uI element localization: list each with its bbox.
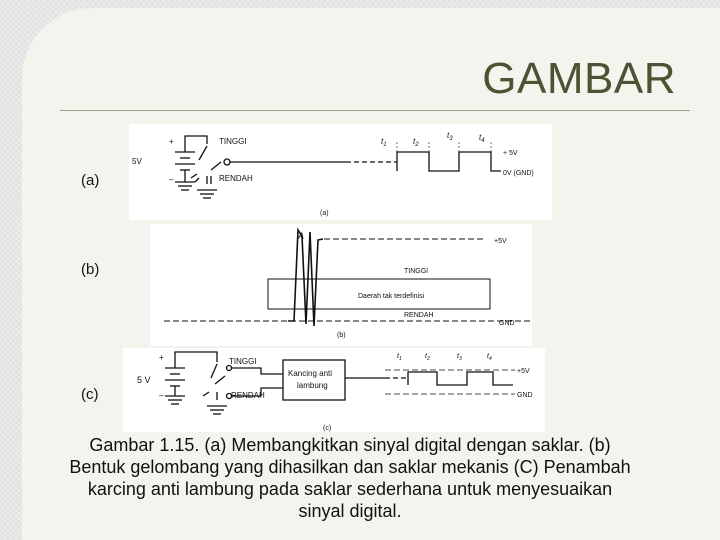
label-b: (b) (81, 261, 100, 278)
figure-b (150, 224, 532, 346)
rendah-label: RENDAH (404, 312, 434, 319)
gnd-label: GND (517, 392, 533, 399)
plus-5v-label: + 5V (503, 150, 518, 157)
t2-label: $t_2$ (425, 353, 430, 362)
voltage-label: 5 V (137, 375, 151, 385)
t2-label: $t_2$ (413, 137, 419, 148)
t3-label: $t_3$ (447, 131, 453, 142)
figure-b-sublabel: (b) (337, 332, 346, 339)
minus-sign: – (159, 391, 164, 400)
t3-label: $t_3$ (457, 353, 462, 362)
rendah-label: RENDAH (231, 391, 265, 400)
plus-5v-label: +5V (517, 368, 530, 375)
plus-sign: + (169, 137, 174, 146)
rendah-label: RENDAH (219, 174, 253, 183)
tinggi-label: TINGGI (229, 357, 257, 366)
title-divider (60, 110, 690, 111)
figure-c (123, 348, 545, 432)
minus-sign: – (169, 175, 174, 184)
figure-a-sublabel: (a) (320, 210, 329, 217)
t1-label: $t_1$ (381, 137, 387, 148)
t4-label: $t_4$ (487, 353, 492, 362)
plus-5v-label: +5V (494, 238, 507, 245)
figure-c-sublabel: (c) (323, 425, 332, 432)
voltage-label: 5V (132, 157, 142, 166)
figure-caption: Gambar 1.15. (a) Membangkitkan sinyal digital dengan saklar. (b) Bentuk gelombang yang dihasilkan dan saklar mekanis (C) Penambah karcing anti lambung pada saklar sederhana untuk menyesuaikan sinyal digital. (69, 435, 631, 521)
label-c: (c) (81, 386, 99, 403)
tinggi-label: TINGGI (219, 137, 247, 146)
figure-a (129, 124, 552, 220)
gnd-label: GND (499, 320, 515, 327)
label-a: (a) (81, 172, 100, 189)
zero-volt-label: 0V (GND) (503, 170, 534, 177)
t1-label: $t_1$ (397, 353, 402, 362)
t4-label: $t_4$ (479, 133, 485, 144)
point-a-label: A (298, 231, 305, 241)
tinggi-label: TINGGI (404, 268, 429, 275)
undefined-region-label: Daerah tak terdefinisi (358, 293, 425, 300)
plus-sign: + (159, 353, 164, 362)
anti-bounce-box-line2: lambung (297, 381, 328, 390)
slide-title: GAMBAR (482, 54, 676, 103)
anti-bounce-box-line1: Kancing anti (288, 369, 333, 378)
